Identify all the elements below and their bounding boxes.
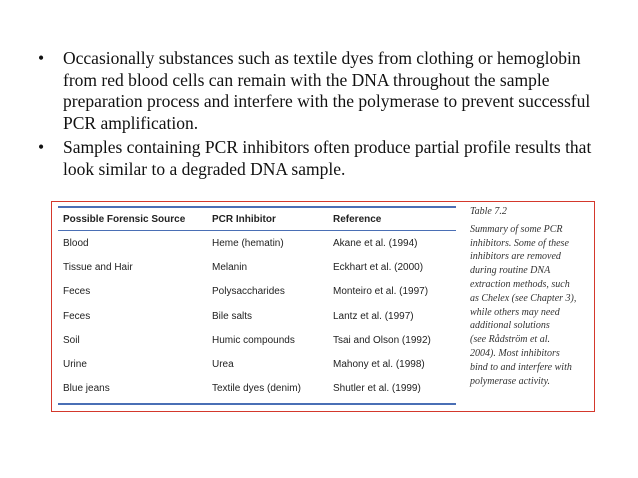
header-source: Possible Forensic Source: [63, 213, 186, 225]
bullet-marker: •: [38, 48, 45, 68]
cell-inhibitor: Textile dyes (denim): [212, 383, 301, 395]
cell-inhibitor: Bile salts: [212, 310, 253, 322]
caption-line: additional solutions: [470, 320, 550, 332]
cell-source: Tissue and Hair: [63, 261, 133, 273]
table-row: [58, 377, 456, 401]
caption-body: [470, 223, 592, 389]
header-reference: Reference: [333, 213, 382, 225]
table-row: [58, 352, 456, 376]
caption-line: while others may need: [470, 306, 560, 318]
caption-line: Summary of some PCR: [470, 223, 563, 235]
bullet-text: Samples containing PCR inhibitors often produce partial profile results that look similar to a degraded DNA sample.: [63, 137, 592, 179]
caption-line: extraction methods, such: [470, 278, 570, 290]
bullet-item: [38, 137, 618, 180]
cell-reference: Akane et al. (1994): [333, 237, 418, 249]
table-row: [58, 255, 456, 279]
table-row: [58, 304, 456, 328]
caption-title: Table 7.2: [470, 206, 507, 217]
cell-inhibitor: Humic compounds: [212, 334, 295, 346]
cell-reference: Shutler et al. (1999): [333, 383, 421, 395]
cell-reference: Monteiro et al. (1997): [333, 286, 429, 298]
bullet-item: [38, 48, 618, 134]
bullet-marker: •: [38, 137, 45, 157]
cell-source: Blood: [63, 237, 89, 249]
cell-reference: Mahony et al. (1998): [333, 359, 425, 371]
cell-inhibitor: Urea: [212, 359, 234, 371]
caption-line: bind to and interfere with: [470, 361, 572, 373]
cell-reference: Eckhart et al. (2000): [333, 261, 424, 273]
cell-reference: Tsai and Olson (1992): [333, 334, 431, 346]
caption-line: 2004). Most inhibitors: [470, 347, 560, 359]
caption-line: polymerase activity.: [470, 375, 550, 387]
bullet-list: [38, 48, 618, 183]
table-row: [58, 280, 456, 304]
cell-source: Blue jeans: [63, 383, 110, 395]
caption-line: inhibitors are removed: [470, 251, 561, 263]
caption-line: inhibitors. Some of these: [470, 237, 569, 249]
cell-source: Urine: [63, 359, 87, 371]
table-figure: [51, 201, 595, 412]
table-header-row: [58, 208, 456, 230]
bullet-text: Occasionally substances such as textile dyes from clothing or hemoglobin from red blood cells can remain with the DNA throughout the sample preparation process and interfere with the polymerase to prevent successful PCR amplification.: [63, 48, 591, 133]
table-body: [58, 231, 456, 401]
pcr-inhibitor-table: [58, 206, 456, 405]
table-row: [58, 231, 456, 255]
header-inhibitor: PCR Inhibitor: [212, 213, 276, 225]
cell-source: Soil: [63, 334, 80, 346]
cell-inhibitor: Melanin: [212, 261, 248, 273]
table-caption: [470, 205, 592, 388]
cell-source: Feces: [63, 310, 91, 322]
table-row: [58, 328, 456, 352]
caption-line: as Chelex (see Chapter 3),: [470, 292, 577, 304]
cell-inhibitor: Polysaccharides: [212, 286, 285, 298]
cell-inhibitor: Heme (hematin): [212, 237, 284, 249]
table-bottom-rule: [58, 403, 456, 405]
caption-line: during routine DNA: [470, 265, 551, 277]
caption-line: (see Rådström et al.: [470, 334, 550, 346]
cell-reference: Lantz et al. (1997): [333, 310, 414, 322]
cell-source: Feces: [63, 286, 91, 298]
